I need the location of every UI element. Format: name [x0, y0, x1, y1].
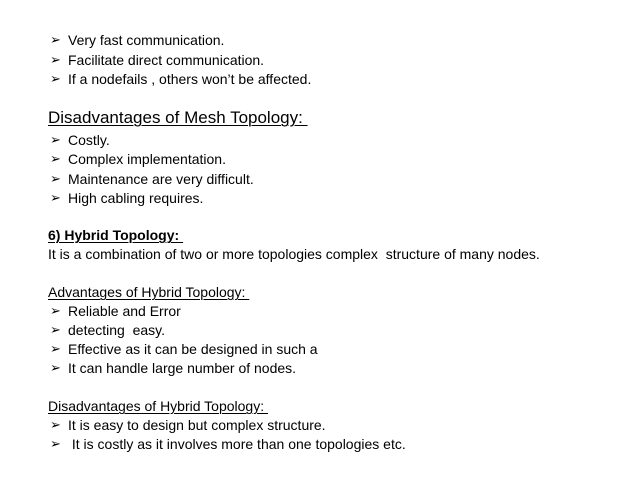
list-item: If a nodefails , others won’t be affected. [68, 71, 312, 87]
bullet-icon: ➢ [50, 32, 61, 47]
list-item: Facilitate direct communication. [68, 52, 265, 68]
bullet-icon: ➢ [50, 303, 61, 318]
bullet-icon: ➢ [50, 360, 61, 375]
hybrid-topology-heading: 6) Hybrid Topology: [48, 227, 184, 243]
list-item: Effective as it can be designed in such a [68, 341, 318, 357]
bullet-icon: ➢ [50, 132, 61, 147]
list-item: Complex implementation. [68, 151, 226, 167]
hybrid-disadvantages-heading: Disadvantages of Hybrid Topology: [48, 398, 268, 414]
list-item: detecting easy. [68, 322, 166, 338]
list-item: High cabling requires. [68, 190, 204, 206]
bullet-icon: ➢ [50, 190, 61, 205]
bullet-icon: ➢ [50, 341, 61, 356]
bullet-icon: ➢ [50, 436, 61, 451]
list-item: It is costly as it involves more than one topologies etc. [68, 436, 406, 452]
list-item: Very fast communication. [68, 32, 225, 48]
bullet-icon: ➢ [50, 151, 61, 166]
list-item: Maintenance are very difficult. [68, 171, 254, 187]
list-item: It can handle large number of nodes. [68, 360, 297, 376]
bullet-icon: ➢ [50, 322, 61, 337]
list-item: Costly. [68, 132, 110, 148]
hybrid-advantages-heading: Advantages of Hybrid Topology: [48, 284, 250, 300]
hybrid-topology-description: It is a combination of two or more topologies complex structure of many nodes. [48, 246, 540, 262]
list-item: It is easy to design but complex structure. [68, 417, 326, 433]
mesh-disadvantages-heading: Disadvantages of Mesh Topology: [48, 108, 308, 127]
bullet-icon: ➢ [50, 417, 61, 432]
bullet-icon: ➢ [50, 71, 61, 86]
bullet-icon: ➢ [50, 52, 61, 67]
bullet-icon: ➢ [50, 171, 61, 186]
list-item: Reliable and Error [68, 303, 181, 319]
